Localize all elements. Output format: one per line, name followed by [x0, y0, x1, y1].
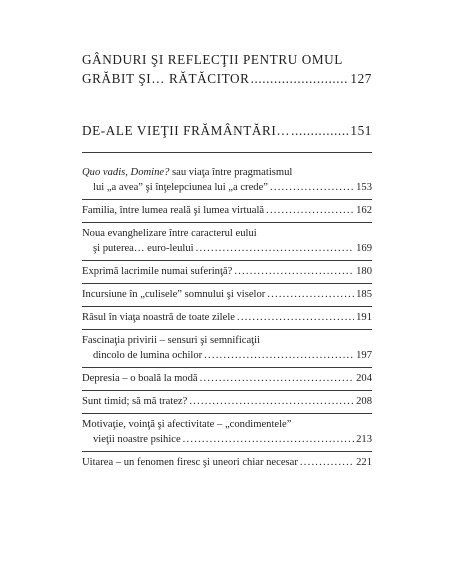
- toc-section-2[interactable]: [82, 121, 372, 140]
- toc-entry[interactable]: [82, 414, 372, 452]
- entry-title: Râsul în viaţa noastră de toate zilele: [82, 312, 235, 323]
- page-number: 180: [356, 266, 372, 277]
- section-divider: [82, 152, 372, 153]
- table-of-contents: [82, 50, 372, 474]
- section-title: GÂNDURI ŞI REFLECŢII PENTRU OMUL: [82, 52, 343, 67]
- toc-entry[interactable]: [82, 261, 372, 284]
- section-title: GRĂBIT ŞI… RĂTĂCITOR: [82, 71, 250, 86]
- dot-leader: [237, 310, 354, 325]
- entry-line: [82, 333, 372, 348]
- entry-title: Incursiune în „culisele” somnului şi viselor: [82, 289, 266, 300]
- toc-entry[interactable]: [82, 284, 372, 307]
- entry-line: [82, 264, 372, 279]
- page-number: 191: [356, 312, 372, 323]
- page-number: 185: [356, 289, 372, 300]
- section-title-line: [82, 69, 372, 88]
- entry-title: şi puterea… euro-leului: [93, 243, 194, 254]
- page-number: 204: [356, 373, 372, 384]
- entry-line: [82, 348, 372, 363]
- page-number: 162: [356, 205, 372, 216]
- toc-entry[interactable]: [82, 200, 372, 223]
- entry-line: [82, 432, 372, 447]
- entry-line: [82, 203, 372, 218]
- page-number: 208: [356, 396, 372, 407]
- toc-entry[interactable]: [82, 368, 372, 391]
- entry-title: lui „a avea” şi înţelepciunea lui „a crede”: [93, 182, 268, 193]
- entry-line: [82, 310, 372, 325]
- section-title: DE-ALE VIEŢII FRĂMÂNTĂRI…: [82, 123, 291, 138]
- toc-entries: [82, 162, 372, 474]
- page-number: 169: [356, 243, 372, 254]
- dot-leader: [200, 371, 355, 386]
- entry-title: Sunt timid; să mă tratez?: [82, 396, 188, 407]
- entry-title-italic: Quo vadis, Domine?: [82, 167, 170, 178]
- entry-title: sau viaţa între pragmatismul: [169, 167, 293, 178]
- section-title-line: [82, 121, 372, 140]
- entry-line: [82, 241, 372, 256]
- dot-leader: [300, 455, 354, 470]
- entry-line: [82, 165, 372, 180]
- entry-line: [82, 226, 372, 241]
- entry-title: Motivaţie, voinţă şi afectivitate – „condimentele”: [82, 419, 292, 430]
- entry-line: [82, 287, 372, 302]
- toc-entry[interactable]: [82, 330, 372, 368]
- entry-title: vieţii noastre psihice: [93, 434, 181, 445]
- entry-title: dincolo de lumina ochilor: [93, 350, 203, 361]
- entry-title: Depresia – o boală la modă: [82, 373, 198, 384]
- page-number: 127: [350, 71, 372, 86]
- entry-line: [82, 455, 372, 470]
- entry-line: [82, 180, 372, 195]
- entry-title: Noua evanghelizare între caracterul eului: [82, 228, 257, 239]
- dot-leader: [183, 432, 354, 447]
- dot-leader: [270, 180, 354, 195]
- dot-leader: [189, 394, 354, 409]
- dot-leader: [267, 287, 354, 302]
- page-number: 151: [350, 123, 372, 138]
- toc-entry[interactable]: [82, 452, 372, 474]
- entry-title: Familia, între lumea reală şi lumea virtuală: [82, 205, 265, 216]
- entry-line: [82, 371, 372, 386]
- page-number: 221: [356, 457, 372, 468]
- toc-entry[interactable]: [82, 307, 372, 330]
- page-number: 213: [356, 434, 372, 445]
- dot-leader: [251, 69, 350, 88]
- section-title-line: [82, 50, 372, 69]
- dot-leader: [234, 264, 354, 279]
- dot-leader: [204, 348, 354, 363]
- dot-leader: [266, 203, 354, 218]
- entry-title: Fascinaţia privirii – sensuri şi semnificaţii: [82, 335, 260, 346]
- toc-entry[interactable]: [82, 223, 372, 261]
- page-number: 153: [356, 182, 372, 193]
- dot-leader: [196, 241, 355, 256]
- dot-leader: [291, 121, 349, 140]
- entry-title: Exprimă lacrimile numai suferinţă?: [82, 266, 233, 277]
- entry-line: [82, 417, 372, 432]
- toc-entry[interactable]: [82, 162, 372, 200]
- entry-title: Uitarea – un fenomen firesc şi uneori chiar necesar: [82, 457, 298, 468]
- page-number: 197: [356, 350, 372, 361]
- toc-section-1[interactable]: [82, 50, 372, 88]
- toc-entry[interactable]: [82, 391, 372, 414]
- entry-line: [82, 394, 372, 409]
